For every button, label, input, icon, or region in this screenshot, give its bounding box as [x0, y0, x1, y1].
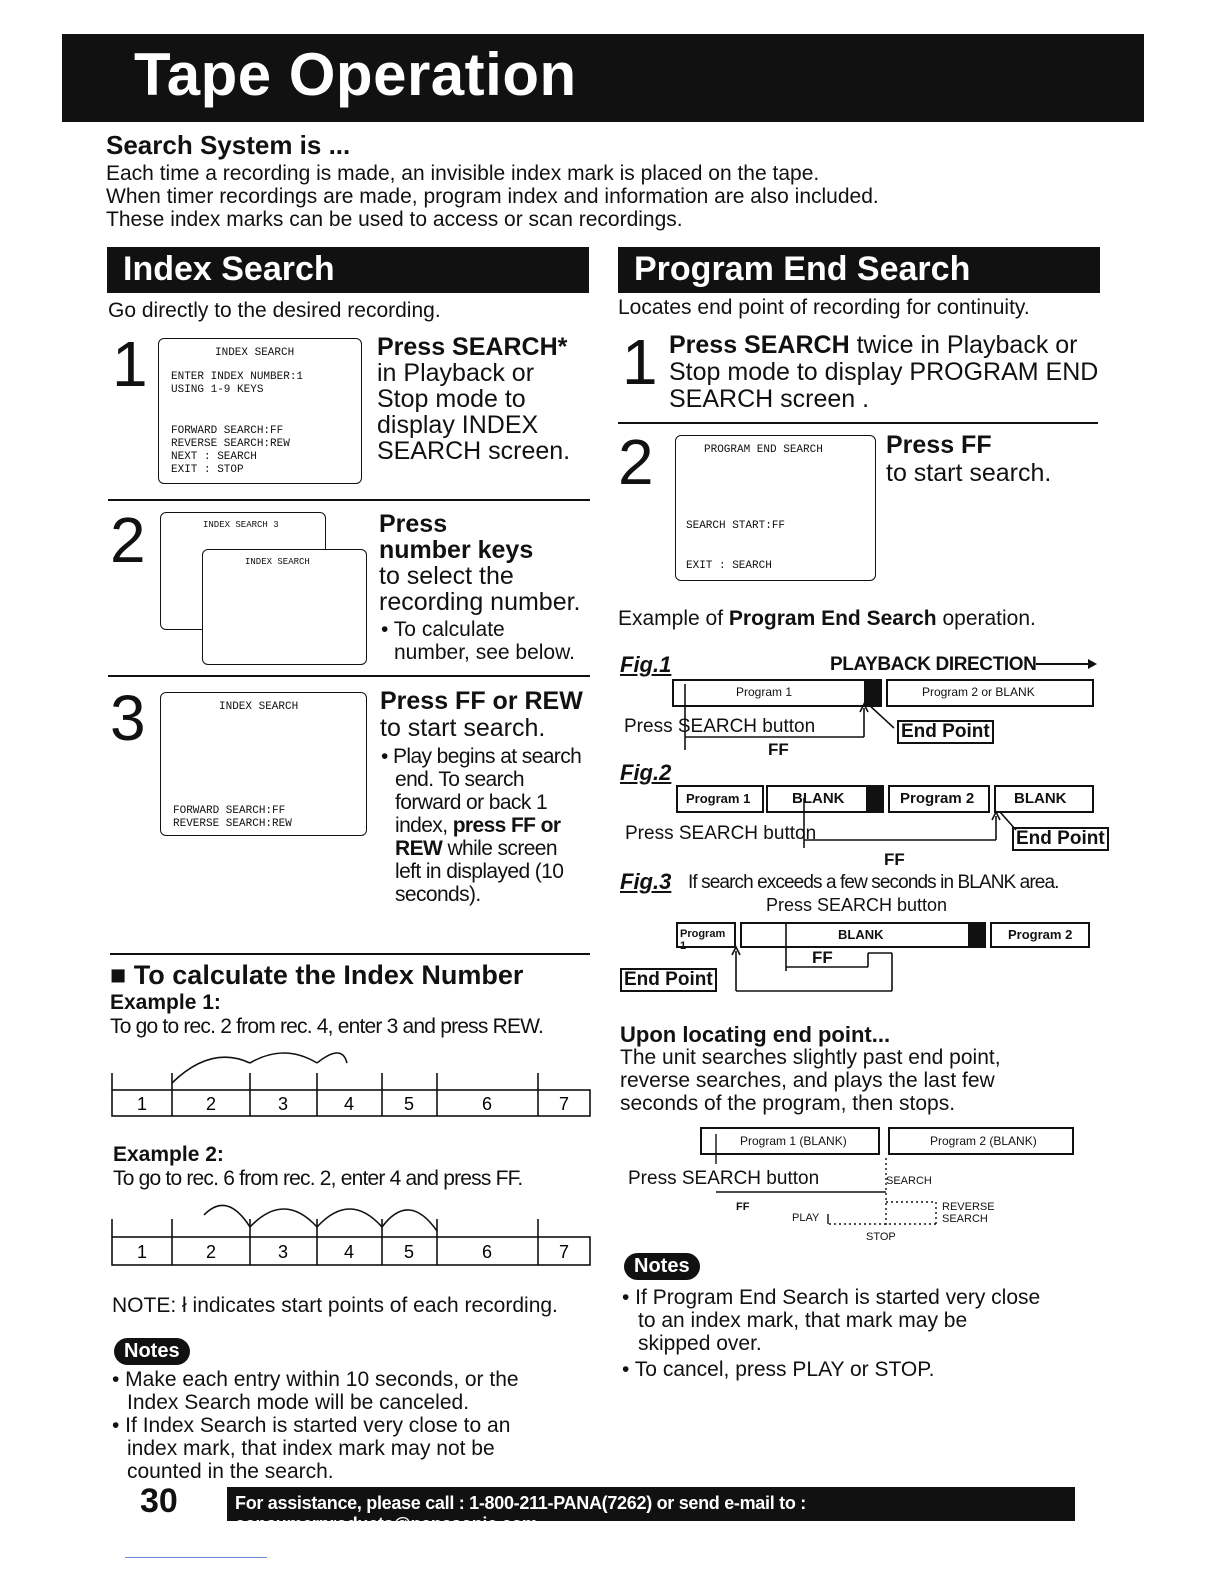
step-bullet: • Play begins at search	[381, 745, 582, 768]
screen-line: REVERSE SEARCH:REW	[171, 438, 290, 450]
caption-text: Example of	[618, 607, 729, 630]
screen-line: FORWARD SEARCH:FF	[173, 805, 286, 817]
intro-line: These index marks can be used to access or scan recordings.	[106, 208, 683, 231]
step-text: to start search.	[886, 459, 1052, 487]
step-text: to select the	[379, 562, 514, 590]
bullet-bold: REW	[395, 837, 443, 860]
step-bullet: • To calculate	[381, 618, 505, 641]
fig3-label: Fig.3	[620, 869, 672, 894]
screen-line: EXIT : SEARCH	[686, 560, 772, 572]
fig2-arrows	[770, 790, 1030, 860]
assistance-bar	[227, 1487, 1075, 1534]
bullet-bold: press FF or	[452, 814, 561, 837]
fig3-arrows	[700, 915, 900, 995]
step-text: Stop mode to	[377, 385, 526, 413]
fig4-arrows	[700, 1130, 950, 1230]
step-text	[669, 332, 1078, 358]
cell-label: 2	[205, 1094, 217, 1114]
example2-text: To go to rec. 6 from rec. 2, enter 4 and press FF.	[113, 1167, 523, 1190]
arc	[317, 1053, 347, 1063]
calc-heading: ■ To calculate the Index Number	[110, 960, 524, 990]
page-number: 30	[140, 1482, 178, 1520]
cell-label: Program 1	[680, 928, 726, 952]
end-point-label: End Point	[897, 720, 994, 744]
ff-label: FF	[768, 740, 789, 759]
press-search-label: Press SEARCH button	[628, 1168, 820, 1189]
program-end-search-title: Program End Search	[634, 250, 971, 288]
reverse-search-label: SEARCH	[942, 1213, 988, 1225]
fig1-label: Fig.1	[620, 652, 672, 677]
screen-line: FORWARD SEARCH:FF	[171, 425, 284, 437]
step-text-bold: Press FF or REW	[380, 687, 583, 715]
step-text: SEARCH screen.	[377, 437, 571, 465]
step-number: 3	[110, 682, 146, 754]
note-line: • To cancel, press PLAY or STOP.	[622, 1358, 935, 1381]
footer-rule	[125, 1557, 267, 1558]
cell-label: 3	[277, 1094, 289, 1114]
index-mark-block	[970, 922, 986, 948]
step-number: 1	[622, 326, 658, 398]
fig3-caption: If search exceeds a few seconds in BLANK area.	[688, 872, 1059, 893]
ff-label: FF	[736, 1201, 750, 1213]
step-bullet	[395, 837, 557, 860]
bullet-text: while screen	[442, 837, 557, 860]
divider	[108, 499, 590, 501]
cell-label: BLANK	[838, 927, 884, 942]
screen-line: NEXT : SEARCH	[171, 451, 257, 463]
cell-label: BLANK	[792, 790, 845, 807]
divider	[110, 953, 590, 955]
cell-label: Program 2 or BLANK	[922, 685, 1035, 699]
example2-label: Example 2:	[113, 1143, 224, 1166]
end-point-label: End Point	[1012, 827, 1109, 851]
cell-label: 6	[481, 1094, 493, 1114]
cell-label: 4	[343, 1242, 355, 1262]
upon-line: seconds of the program, then stops.	[620, 1092, 956, 1115]
cell-label: Program 2	[900, 790, 975, 807]
step-bullet: left in displayed (10	[395, 860, 564, 883]
example1-diagram	[104, 1045, 594, 1125]
page-title: Tape Operation	[134, 41, 577, 108]
step-text-bold: Press SEARCH	[669, 331, 850, 359]
step-text: Stop mode to display PROGRAM END	[669, 358, 1099, 386]
index-search-subtitle: Go directly to the desired recording.	[108, 299, 441, 322]
note-line: • Make each entry within 10 seconds, or the	[112, 1368, 519, 1391]
cell-label: Program 1	[686, 791, 751, 806]
cell-label: 5	[403, 1242, 415, 1262]
notes-badge: Notes	[114, 1338, 190, 1365]
upon-line: The unit searches slightly past end point,	[620, 1046, 1001, 1069]
start-point-symbol: ł	[182, 1294, 187, 1317]
screen-title: INDEX SEARCH	[219, 701, 299, 713]
note-text: indicates start points of each recording.	[186, 1294, 558, 1317]
note-prefix: NOTE:	[112, 1294, 183, 1317]
index-search-screen	[158, 338, 362, 484]
bullet-text: index,	[395, 814, 453, 837]
step-text: display INDEX	[377, 411, 539, 439]
playback-direction: PLAYBACK DIRECTION	[830, 654, 1037, 675]
notes-badge: Notes	[624, 1253, 700, 1280]
step-text-bold: Press FF	[886, 431, 992, 459]
index-search-header	[107, 247, 589, 293]
index-search-screen-front	[202, 549, 367, 665]
screen-title: PROGRAM END SEARCH	[704, 444, 823, 456]
step-text-bold: Press	[379, 510, 448, 538]
step-text-bold: number keys	[379, 536, 534, 564]
step-text: SEARCH screen .	[669, 385, 870, 413]
cell-label: 2	[205, 1242, 217, 1262]
intro-heading: Search System is ...	[106, 130, 351, 160]
step-number: 2	[110, 504, 146, 576]
play-label: PLAY	[792, 1212, 820, 1224]
press-search-label: Press SEARCH button	[766, 895, 948, 915]
note-line: • If Index Search is started very close to an	[112, 1414, 511, 1437]
intro-line: When timer recordings are made, program index and information are also included.	[106, 185, 879, 208]
screen-title: INDEX SEARCH 3	[203, 520, 279, 530]
fig1-arrows	[650, 680, 910, 756]
cell-label: Program 1 (BLANK)	[740, 1134, 847, 1148]
assistance-text: For assistance, please call : 1-800-211-PANA(7262) or send e-mail to : consumerproducts@panasonic.com	[235, 1493, 806, 1534]
note-line: to an index mark, that mark may be	[638, 1309, 968, 1332]
cell-label: 3	[277, 1242, 289, 1262]
title-bar	[62, 34, 1144, 122]
fig2-label: Fig.2	[620, 760, 672, 785]
note-line: Index Search mode will be canceled.	[127, 1391, 470, 1414]
step-number: 2	[618, 426, 654, 498]
arc	[172, 1057, 250, 1083]
ff-label: FF	[812, 948, 833, 967]
cell-label: Program 1	[736, 685, 793, 699]
cell-label: Program 2	[1008, 927, 1073, 942]
program-end-search-subtitle: Locates end point of recording for continuity.	[618, 296, 1030, 319]
example2-diagram	[104, 1195, 594, 1275]
arc	[250, 1209, 317, 1227]
screen-line: EXIT : STOP	[171, 464, 244, 476]
screen-title: INDEX SEARCH	[215, 347, 295, 359]
screen-line: SEARCH START:FF	[686, 520, 786, 532]
cell-label: 7	[558, 1242, 570, 1262]
note-line: index mark, that index mark may not be	[127, 1437, 495, 1460]
upon-heading: Upon locating end point...	[620, 1022, 891, 1047]
arc	[204, 1205, 250, 1227]
step-text: recording number.	[379, 588, 581, 616]
step-text-rest: twice in Playback or	[849, 331, 1078, 359]
caption-text: operation.	[936, 607, 1036, 630]
search-label: SEARCH	[886, 1175, 932, 1187]
press-search-label: Press SEARCH button	[624, 716, 816, 737]
note-line: • If Program End Search is started very close	[622, 1286, 1041, 1309]
fig2-cell	[676, 785, 764, 813]
divider	[618, 422, 1098, 424]
step-bullet	[395, 814, 560, 837]
screen-line: USING 1-9 KEYS	[171, 384, 264, 396]
example1-text: To go to rec. 2 from rec. 4, enter 3 and press REW.	[110, 1015, 544, 1038]
note-line: skipped over.	[638, 1332, 762, 1355]
cell-label: 1	[136, 1242, 148, 1262]
step-bullet: forward or back 1	[395, 791, 548, 814]
program-end-search-header	[618, 247, 1100, 293]
caption-bold: Program End Search	[728, 607, 937, 630]
program-end-search-screen	[675, 435, 876, 581]
fig1-program2	[886, 679, 1094, 707]
stop-label: STOP	[866, 1231, 896, 1243]
cell-label: 4	[343, 1094, 355, 1114]
step-bullet: number, see below.	[394, 641, 575, 664]
step-text: in Playback or	[377, 359, 535, 387]
cell-label: Program 2 (BLANK)	[930, 1134, 1037, 1148]
index-search-screen	[160, 692, 367, 836]
cell-label: 1	[136, 1094, 148, 1114]
press-search-label: Press SEARCH button	[625, 823, 817, 844]
screen-title: INDEX SEARCH	[245, 557, 310, 567]
cell-label: 6	[481, 1242, 493, 1262]
step-text-bold: Press SEARCH*	[377, 333, 568, 361]
example1-label: Example 1:	[110, 991, 221, 1014]
arc	[317, 1209, 382, 1227]
upon-line: reverse searches, and plays the last few	[620, 1069, 995, 1092]
index-search-title: Index Search	[123, 250, 335, 288]
example-caption	[618, 607, 1036, 631]
reverse-label: REVERSE	[942, 1201, 995, 1213]
step-text: to start search.	[380, 714, 546, 742]
ff-label: FF	[884, 850, 905, 869]
arc	[382, 1210, 437, 1231]
direction-arrow	[1034, 656, 1098, 672]
calc-note	[112, 1294, 558, 1318]
arc	[250, 1053, 317, 1063]
cell-label: 5	[403, 1094, 415, 1114]
end-point-label: End Point	[620, 968, 717, 992]
screen-line: ENTER INDEX NUMBER:1	[171, 371, 304, 383]
divider	[108, 675, 590, 677]
step-number: 1	[112, 328, 148, 400]
step-bullet: seconds).	[395, 883, 481, 906]
screen-line: REVERSE SEARCH:REW	[173, 818, 292, 830]
step-bullet: end. To search	[395, 768, 524, 791]
cell-label: BLANK	[1014, 790, 1067, 807]
note-line: counted in the search.	[127, 1460, 334, 1483]
intro-line: Each time a recording is made, an invisible index mark is placed on the tape.	[106, 162, 820, 185]
cell-label: 7	[558, 1094, 570, 1114]
fig3-cell	[990, 922, 1090, 948]
